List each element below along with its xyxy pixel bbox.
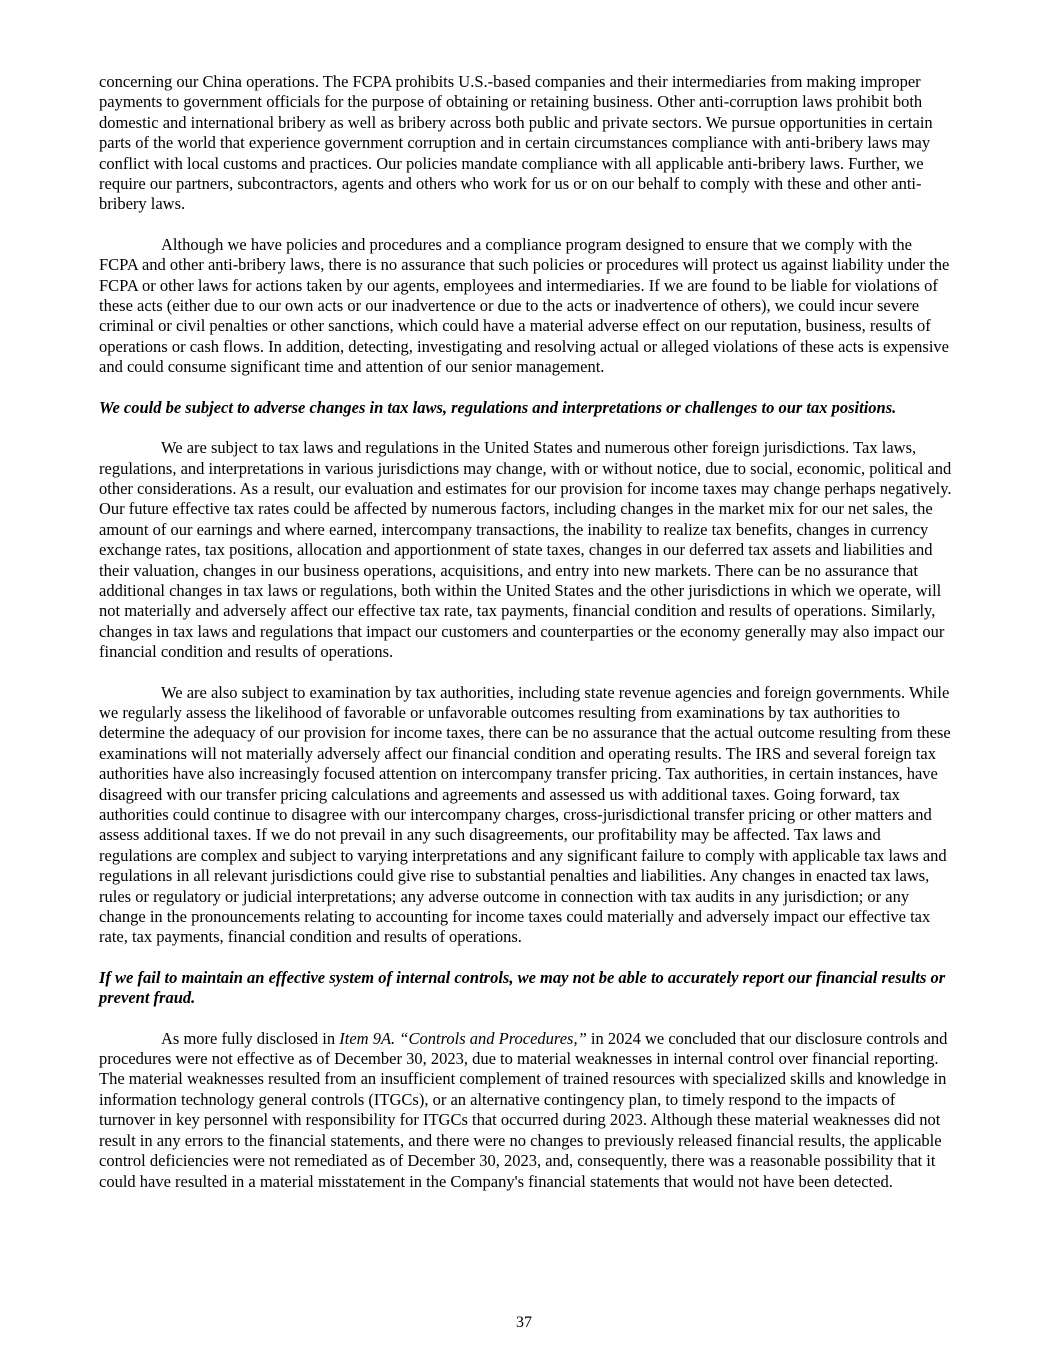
paragraph-tax-laws-regulations: We are subject to tax laws and regulations in the United States and numerous other foreign jurisdictions. Tax laws, regulations, and interpretations in various jurisdictions may change, with or without notice, due to social, economic, political and other considerations. As a result, our evaluation and estimates for our provision for income taxes may change perhaps negatively. Our future effective tax rates could be affected by numerous factors, including changes in the market mix for our net sales, the amount of our earnings and where earned, intercompany transactions, the inability to realize tax benefits, changes in currency exchange rates, tax positions, allocation and apportionment of state taxes, changes in our deferred tax assets and liabilities and their valuation, changes in our business operations, acquisitions, and entry into new markets. There can be no assurance that additional changes in tax laws or regulations, both within the United States and the other jurisdictions in which we operate, will not materially and adversely affect our effective tax rate, tax payments, financial condition and results of operations. Similarly, changes in tax laws and regulations that impact our customers and counterparties or the economy generally may also impact our financial condition and results of operations.: [99, 438, 952, 662]
paragraph-fcpa-continuation: concerning our China operations. The FCPA prohibits U.S.-based companies and their intermediaries from making improper payments to government officials for the purpose of obtaining or retaining business. Other anti-corruption laws prohibit both domestic and international bribery as well as bribery across both public and private sectors. We pursue opportunities in certain parts of the world that experience government corruption and in certain circumstances compliance with anti-bribery laws may conflict with local customs and practices. Our policies mandate compliance with all applicable anti-bribery laws. Further, we require our partners, subcontractors, agents and others who work for us or on our behalf to comply with these and other anti-bribery laws.: [99, 72, 933, 214]
risk-factor-heading-internal-controls: If we fail to maintain an effective system of internal controls, we may not be able to accurately report our financial results or prevent fraud.: [99, 967, 946, 1008]
page-number: 37: [516, 1314, 532, 1331]
item-9a-citation: Item 9A. “Controls and Procedures,”: [339, 1028, 587, 1048]
paragraph-fcpa-compliance-program: Although we have policies and procedures and a compliance program designed to ensure that we comply with the FCPA and other anti-bribery laws, there is no assurance that such policies or procedures will protect us against liability under the FCPA or other laws for actions taken by our agents, employees and intermediaries. If we are found to be liable for violations of these acts (either due to our own acts or our inadvertence or due to the acts or inadvertence of others), we could incur severe criminal or civil penalties or other sanctions, which could have a material adverse effect on our reputation, business, results of operations or cash flows. In addition, detecting, investigating and resolving actual or alleged violations of these acts is expensive and could consume significant time and attention of our senior management.: [99, 234, 950, 377]
risk-factor-heading-tax-laws: We could be subject to adverse changes in tax laws, regulations and interpretations or challenges to our tax positions.: [99, 397, 897, 417]
paragraph-internal-controls: [99, 1029, 952, 1192]
paragraph-internal-controls-body: in 2024 we concluded that our disclosure controls and procedures were not effective as of December 30, 2023, due to material weaknesses in internal control over financial reporting. The material weaknesses resulted from an insufficient complement of trained resources with specialized skills and knowledge in information technology general controls (ITGCs), or an alternative contingency plan, to timely respond to the impacts of turnover in key personnel with responsibility for ITGCs that occurred during 2023. Although these material weaknesses did not result in any errors to the financial statements, and there were no changes to previously released financial results, the applicable control deficiencies were not remediated as of December 30, 2023, and, consequently, there was a reasonable possibility that it could have resulted in a material misstatement in the Company's financial statements that would not have been detected.: [99, 1028, 948, 1191]
paragraph-internal-controls-lead: As more fully disclosed in: [161, 1028, 340, 1048]
document-body: [99, 72, 952, 1212]
paragraph-tax-examinations: We are also subject to examination by tax authorities, including state revenue agencies and foreign governments. While we regularly assess the likelihood of favorable or unfavorable outcomes resulting from examinations by tax authorities to determine the adequacy of our provision for income taxes, there can be no assurance that the actual outcome resulting from these examinations will not materially adversely affect our financial condition and operating results. The IRS and several foreign tax authorities have also increasingly focused attention on intercompany transfer pricing. Tax authorities, in certain instances, have disagreed with our transfer pricing calculations and agreements and assessed us with additional taxes. Going forward, tax authorities could continue to disagree with our intercompany charges, cross-jurisdictional transfer pricing or other matters and assess additional taxes. If we do not prevail in any such disagreements, our profitability may be affected. Tax laws and regulations are complex and subject to varying interpretations and any significant failure to comply with applicable tax laws and regulations in all relevant jurisdictions could give rise to substantial penalties and liabilities. Any changes in enacted tax laws, rules or regulatory or judicial interpretations; any adverse outcome in connection with tax audits in any jurisdiction; or any change in the pronouncements relating to accounting for income taxes could materially and adversely impact our effective tax rate, tax payments, financial condition and results of operations.: [99, 682, 951, 947]
